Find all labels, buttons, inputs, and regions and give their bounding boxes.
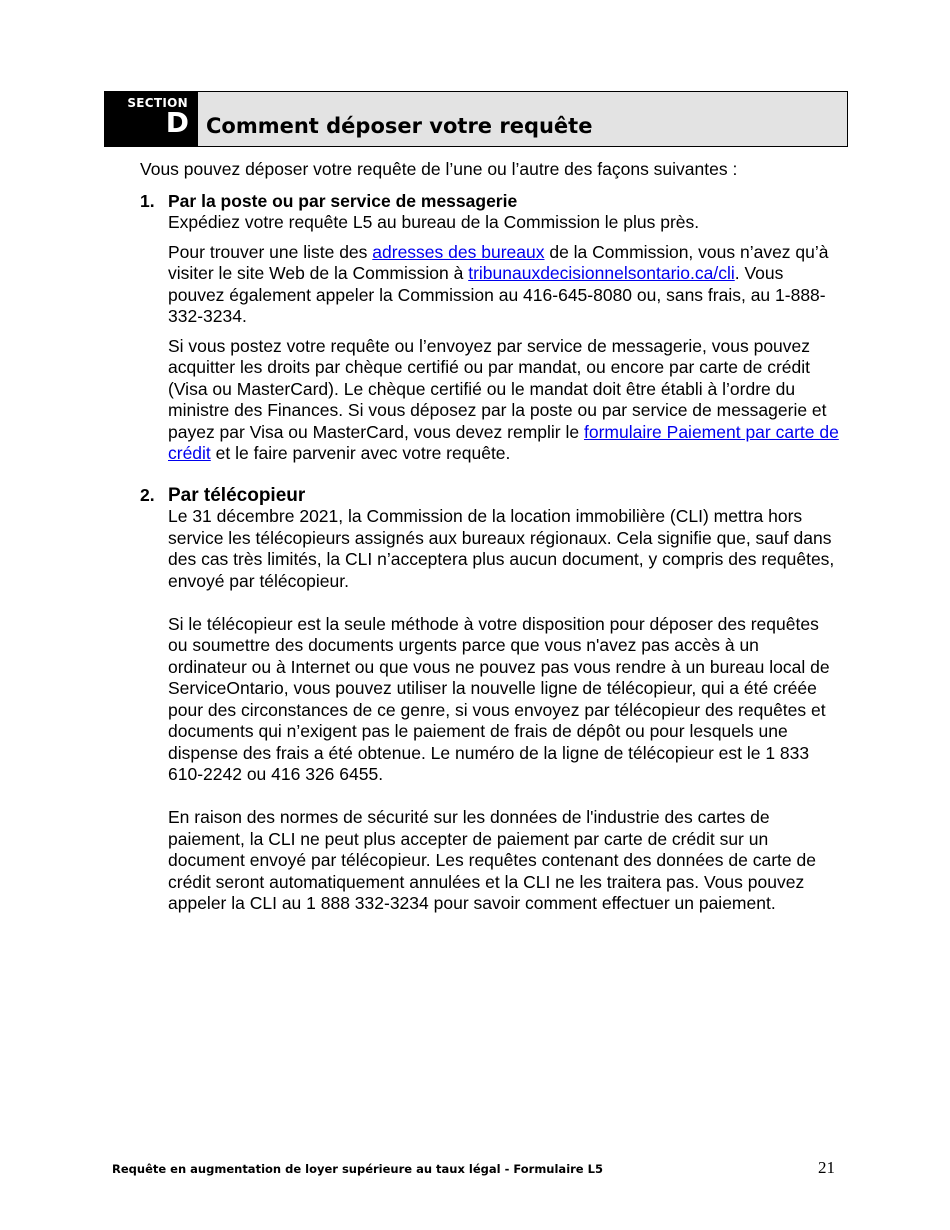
item-number: 2. [140, 484, 155, 505]
section-tag [105, 92, 198, 146]
list-item-mail [140, 191, 840, 465]
item-mail-line1: Expédiez votre requête L5 au bureau de la Commission le plus près. [168, 212, 700, 232]
section-letter: D [165, 106, 189, 139]
page-content [140, 159, 840, 915]
footer-title: Requête en augmentation de loyer supérieure au taux légal - Formulaire L5 [112, 1162, 603, 1176]
office-addresses-link[interactable]: adresses des bureaux [372, 241, 545, 262]
item-heading-mail: Par la poste ou par service de messagerie [168, 190, 518, 211]
list-item-fax [140, 485, 840, 915]
item-fax-paragraph-2: Si le télécopieur est la seule méthode à votre disposition pour déposer des requêtes ou soumettre des documents urgents parce que vous n'avez pas accès à un ordinateur ou à Internet ou que vous ne pouvez pas vous rendre à un bureau local de ServiceOntario, vous pouvez utiliser la nouvelle ligne de télécopieur, qui a été créée pour des circonstances de ce genre, si vous envoyez par télécopieur des requêtes et documents qui n’exigent pas le paiement de frais de dépôt ou pour lesquels une dispense des frais a été obtenue. Le numéro de la ligne de télécopieur est le 1 833 610-2242 ou 416 326 6455. [168, 613, 830, 784]
text-segment: Si vous postez votre requête ou l’envoyez par service de messagerie, vous pouvez acquitter les droits par chèque certifié ou par mandat, ou encore par carte de crédit (Visa ou MasterCard). Le chèque certifié ou le mandat doit être établi à l’ordre du ministre des Finances. Si vous déposez par la poste ou par service de messagerie et payez par Visa ou MasterCard, vous devez remplir le [168, 335, 827, 442]
item-mail-paragraph-offices [168, 242, 840, 328]
text-segment: et le faire parvenir avec votre requête. [210, 443, 511, 463]
section-word: SECTION [127, 96, 188, 110]
section-title: Comment déposer votre requête [206, 114, 593, 138]
website-link[interactable]: tribunauxdecisionnelsontario.ca/cli [468, 263, 735, 283]
text-segment: de la Commission, vous n’avez qu’à visiter le site Web de la Commission à [168, 241, 829, 283]
credit-card-form-link[interactable]: formulaire Paiement par carte de crédit [168, 421, 839, 463]
intro-text: Vous pouvez déposer votre requête de l’une ou l’autre des façons suivantes : [140, 159, 738, 179]
item-fax-paragraph-1: Le 31 décembre 2021, la Commission de la location immobilière (CLI) mettra hors service les télécopieurs assignés aux bureaux régionaux. Cela signifie que, sauf dans des cas très limités, la CLI n’acceptera plus aucun document, y compris des requêtes, envoyé par télécopieur. [168, 506, 835, 591]
item-fax-paragraph-3: En raison des normes de sécurité sur les données de l'industrie des cartes de paiement, la CLI ne peut plus accepter de paiement par carte de crédit sur un document envoyé par télécopieur. Les requêtes contenant des données de carte de crédit seront automatiquement annulées et la CLI ne les traitera pas. Vous pouvez appeler la CLI au 1 888 332-3234 pour savoir comment effectuer un paiement. [168, 807, 816, 913]
item-mail-paragraph-payment [168, 336, 840, 465]
page-number: 21 [818, 1158, 835, 1177]
item-number: 1. [140, 190, 155, 211]
section-header [104, 91, 848, 147]
text-segment: . Vous pouvez également appeler la Commission au 416-645-8080 ou, sans frais, au 1-888-332-3234. [168, 263, 826, 326]
text-segment: Pour trouver une liste des [168, 241, 373, 262]
item-heading-fax: Par télécopieur [168, 484, 306, 506]
